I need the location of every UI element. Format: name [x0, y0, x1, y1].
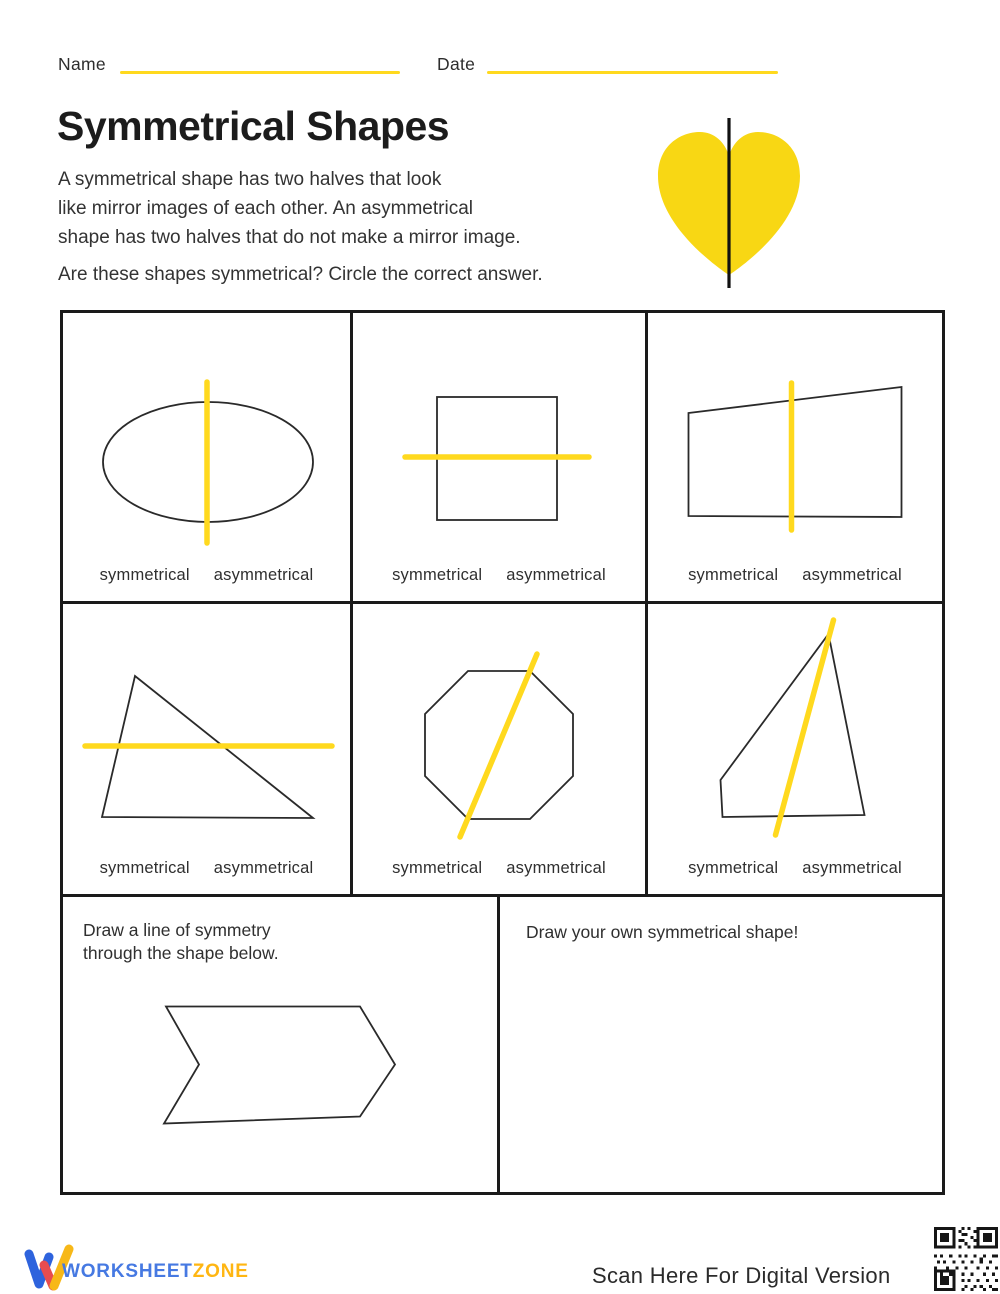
cell-trapezoid [648, 313, 942, 604]
answer-symmetrical[interactable]: symmetrical [392, 859, 483, 877]
brand-zone-text: ZONE [192, 1261, 249, 1282]
worksheetzone-logo-text [62, 1261, 249, 1283]
octagon-shape [353, 604, 645, 894]
page-title: Symmetrical Shapes [57, 103, 450, 149]
name-label: Name [58, 54, 106, 74]
intro-line-2: like mirror images of each other. An asymmetrical [58, 198, 473, 219]
name-input-line[interactable] [120, 71, 400, 74]
intro-line-3: shape has two halves that do not make a mirror image. [58, 227, 521, 248]
answer-options [353, 859, 645, 878]
cell-octagon [353, 604, 648, 897]
cell-sail-quad [648, 604, 942, 897]
draw-line-prompt-line-1: Draw a line of symmetry [83, 920, 271, 940]
date-label: Date [437, 54, 476, 74]
triangle-shape [63, 604, 350, 894]
answer-options [648, 566, 942, 585]
cell-draw-own-task[interactable] [500, 897, 942, 1192]
intro-paragraph [58, 165, 521, 252]
exercise-grid [60, 310, 945, 1195]
answer-symmetrical[interactable]: symmetrical [392, 566, 483, 584]
answer-symmetrical[interactable]: symmetrical [99, 859, 190, 877]
answer-asymmetrical[interactable]: asymmetrical [802, 859, 902, 877]
answer-asymmetrical[interactable]: asymmetrical [506, 859, 606, 877]
chevron-arrow-shape [63, 897, 497, 1192]
sail-quad-shape [648, 604, 942, 894]
answer-asymmetrical[interactable]: asymmetrical [213, 566, 314, 584]
heart-symmetry-icon [650, 112, 808, 292]
intro-line-1: A symmetrical shape has two halves that look [58, 169, 442, 190]
answer-options [648, 859, 942, 878]
answer-symmetrical[interactable]: symmetrical [688, 566, 779, 584]
trapezoid-shape [648, 313, 942, 601]
cell-draw-line-task[interactable] [63, 897, 500, 1192]
answer-options [63, 566, 350, 585]
cell-triangle [63, 604, 353, 897]
brand-worksheet-text: WORKSHEET [62, 1261, 193, 1282]
cell-square [353, 313, 648, 604]
date-input-line[interactable] [487, 71, 778, 74]
answer-symmetrical[interactable]: symmetrical [688, 859, 779, 877]
answer-asymmetrical[interactable]: asymmetrical [506, 566, 606, 584]
draw-line-prompt-line-2: through the shape below. [83, 943, 279, 963]
draw-own-prompt: Draw your own symmetrical shape! [526, 922, 799, 942]
answer-options [63, 859, 350, 878]
answer-asymmetrical[interactable]: asymmetrical [802, 566, 902, 584]
cell-ellipse [63, 313, 353, 604]
answer-asymmetrical[interactable]: asymmetrical [213, 859, 314, 877]
square-shape [353, 313, 645, 601]
qr-code [934, 1227, 998, 1291]
instruction-text: Are these shapes symmetrical? Circle the correct answer. [58, 264, 543, 285]
answer-options [353, 566, 645, 585]
ellipse-shape [63, 313, 350, 601]
answer-symmetrical[interactable]: symmetrical [99, 566, 190, 584]
scan-here-text: Scan Here For Digital Version [592, 1263, 891, 1288]
